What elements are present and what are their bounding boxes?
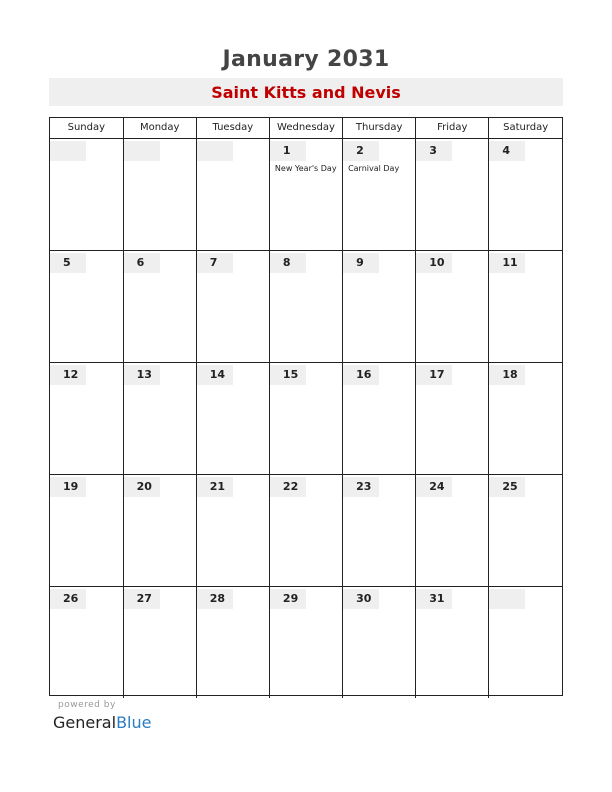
- calendar-title: January 2031: [222, 47, 390, 72]
- day-cell: [489, 475, 562, 587]
- day-number: 26: [50, 589, 86, 609]
- day-number: 4: [489, 141, 525, 161]
- day-number: 7: [197, 253, 233, 273]
- day-cell: [269, 139, 342, 251]
- day-number: 9: [343, 253, 379, 273]
- empty-day-marker: [489, 589, 525, 609]
- day-cell: [269, 587, 342, 699]
- day-number: 17: [416, 365, 452, 385]
- day-cell: [489, 363, 562, 475]
- day-number: 2: [343, 141, 379, 161]
- day-number: 20: [124, 477, 160, 497]
- day-number: 19: [50, 477, 86, 497]
- day-cell: [123, 363, 196, 475]
- holiday-label: Carnival Day: [348, 164, 400, 173]
- day-cell: [489, 139, 562, 251]
- weekday-header: Friday: [416, 118, 489, 139]
- calendar-grid: [49, 117, 563, 696]
- day-number: 8: [270, 253, 306, 273]
- day-cell: [196, 475, 269, 587]
- day-number: 21: [197, 477, 233, 497]
- powered-by-text: powered by: [58, 700, 116, 710]
- day-cell: [196, 363, 269, 475]
- day-number: 27: [124, 589, 160, 609]
- day-cell: [50, 251, 123, 363]
- brand-general-text: General: [53, 713, 117, 732]
- empty-day-marker: [50, 141, 86, 161]
- day-number: 18: [489, 365, 525, 385]
- holiday-label: New Year's Day: [274, 164, 337, 173]
- day-cell: [50, 587, 123, 699]
- day-number: 29: [270, 589, 306, 609]
- day-cell: [123, 139, 196, 251]
- day-number: 30: [343, 589, 379, 609]
- day-cell: [416, 251, 489, 363]
- weekday-header: Tuesday: [196, 118, 269, 139]
- weekday-header: Wednesday: [269, 118, 342, 139]
- day-cell: [489, 587, 562, 699]
- empty-day-marker: [124, 141, 160, 161]
- day-number: 14: [197, 365, 233, 385]
- day-cell: [196, 251, 269, 363]
- day-cell: [269, 363, 342, 475]
- day-number: 12: [50, 365, 86, 385]
- day-cell: [269, 251, 342, 363]
- day-number: 5: [50, 253, 86, 273]
- day-number: 16: [343, 365, 379, 385]
- day-cell: [343, 475, 416, 587]
- day-number: 22: [270, 477, 306, 497]
- week-row: [50, 139, 562, 251]
- day-number: 6: [124, 253, 160, 273]
- day-number: 10: [416, 253, 452, 273]
- day-number: 25: [489, 477, 525, 497]
- day-number: 13: [124, 365, 160, 385]
- day-number: 31: [416, 589, 452, 609]
- calendar-table: [50, 118, 562, 698]
- week-row: [50, 363, 562, 475]
- day-cell: [416, 363, 489, 475]
- week-row: [50, 587, 562, 699]
- weekday-header: Saturday: [489, 118, 562, 139]
- day-cell: [416, 587, 489, 699]
- day-cell: [416, 139, 489, 251]
- day-number: 15: [270, 365, 306, 385]
- day-cell: [50, 139, 123, 251]
- day-cell: [123, 587, 196, 699]
- day-number: 23: [343, 477, 379, 497]
- day-number: 3: [416, 141, 452, 161]
- empty-day-marker: [197, 141, 233, 161]
- country-banner: [49, 78, 563, 106]
- day-cell: [269, 475, 342, 587]
- day-number: 28: [197, 589, 233, 609]
- day-cell: [196, 139, 269, 251]
- weekday-header-row: [50, 118, 562, 139]
- country-name: Saint Kitts and Nevis: [211, 83, 401, 102]
- day-cell: [416, 475, 489, 587]
- day-number: 24: [416, 477, 452, 497]
- weekday-header: Sunday: [50, 118, 123, 139]
- day-cell: [489, 251, 562, 363]
- day-cell: [343, 139, 416, 251]
- day-cell: [123, 475, 196, 587]
- brand-blue-text: Blue: [116, 713, 152, 732]
- day-cell: [343, 363, 416, 475]
- generalblue-logo[interactable]: [53, 713, 151, 732]
- weekday-header: Thursday: [343, 118, 416, 139]
- weekday-header: Monday: [123, 118, 196, 139]
- day-cell: [196, 587, 269, 699]
- day-number: 11: [489, 253, 525, 273]
- day-cell: [50, 475, 123, 587]
- day-cell: [343, 251, 416, 363]
- week-row: [50, 251, 562, 363]
- day-cell: [50, 363, 123, 475]
- day-cell: [343, 587, 416, 699]
- week-row: [50, 475, 562, 587]
- day-number: 1: [270, 141, 306, 161]
- day-cell: [123, 251, 196, 363]
